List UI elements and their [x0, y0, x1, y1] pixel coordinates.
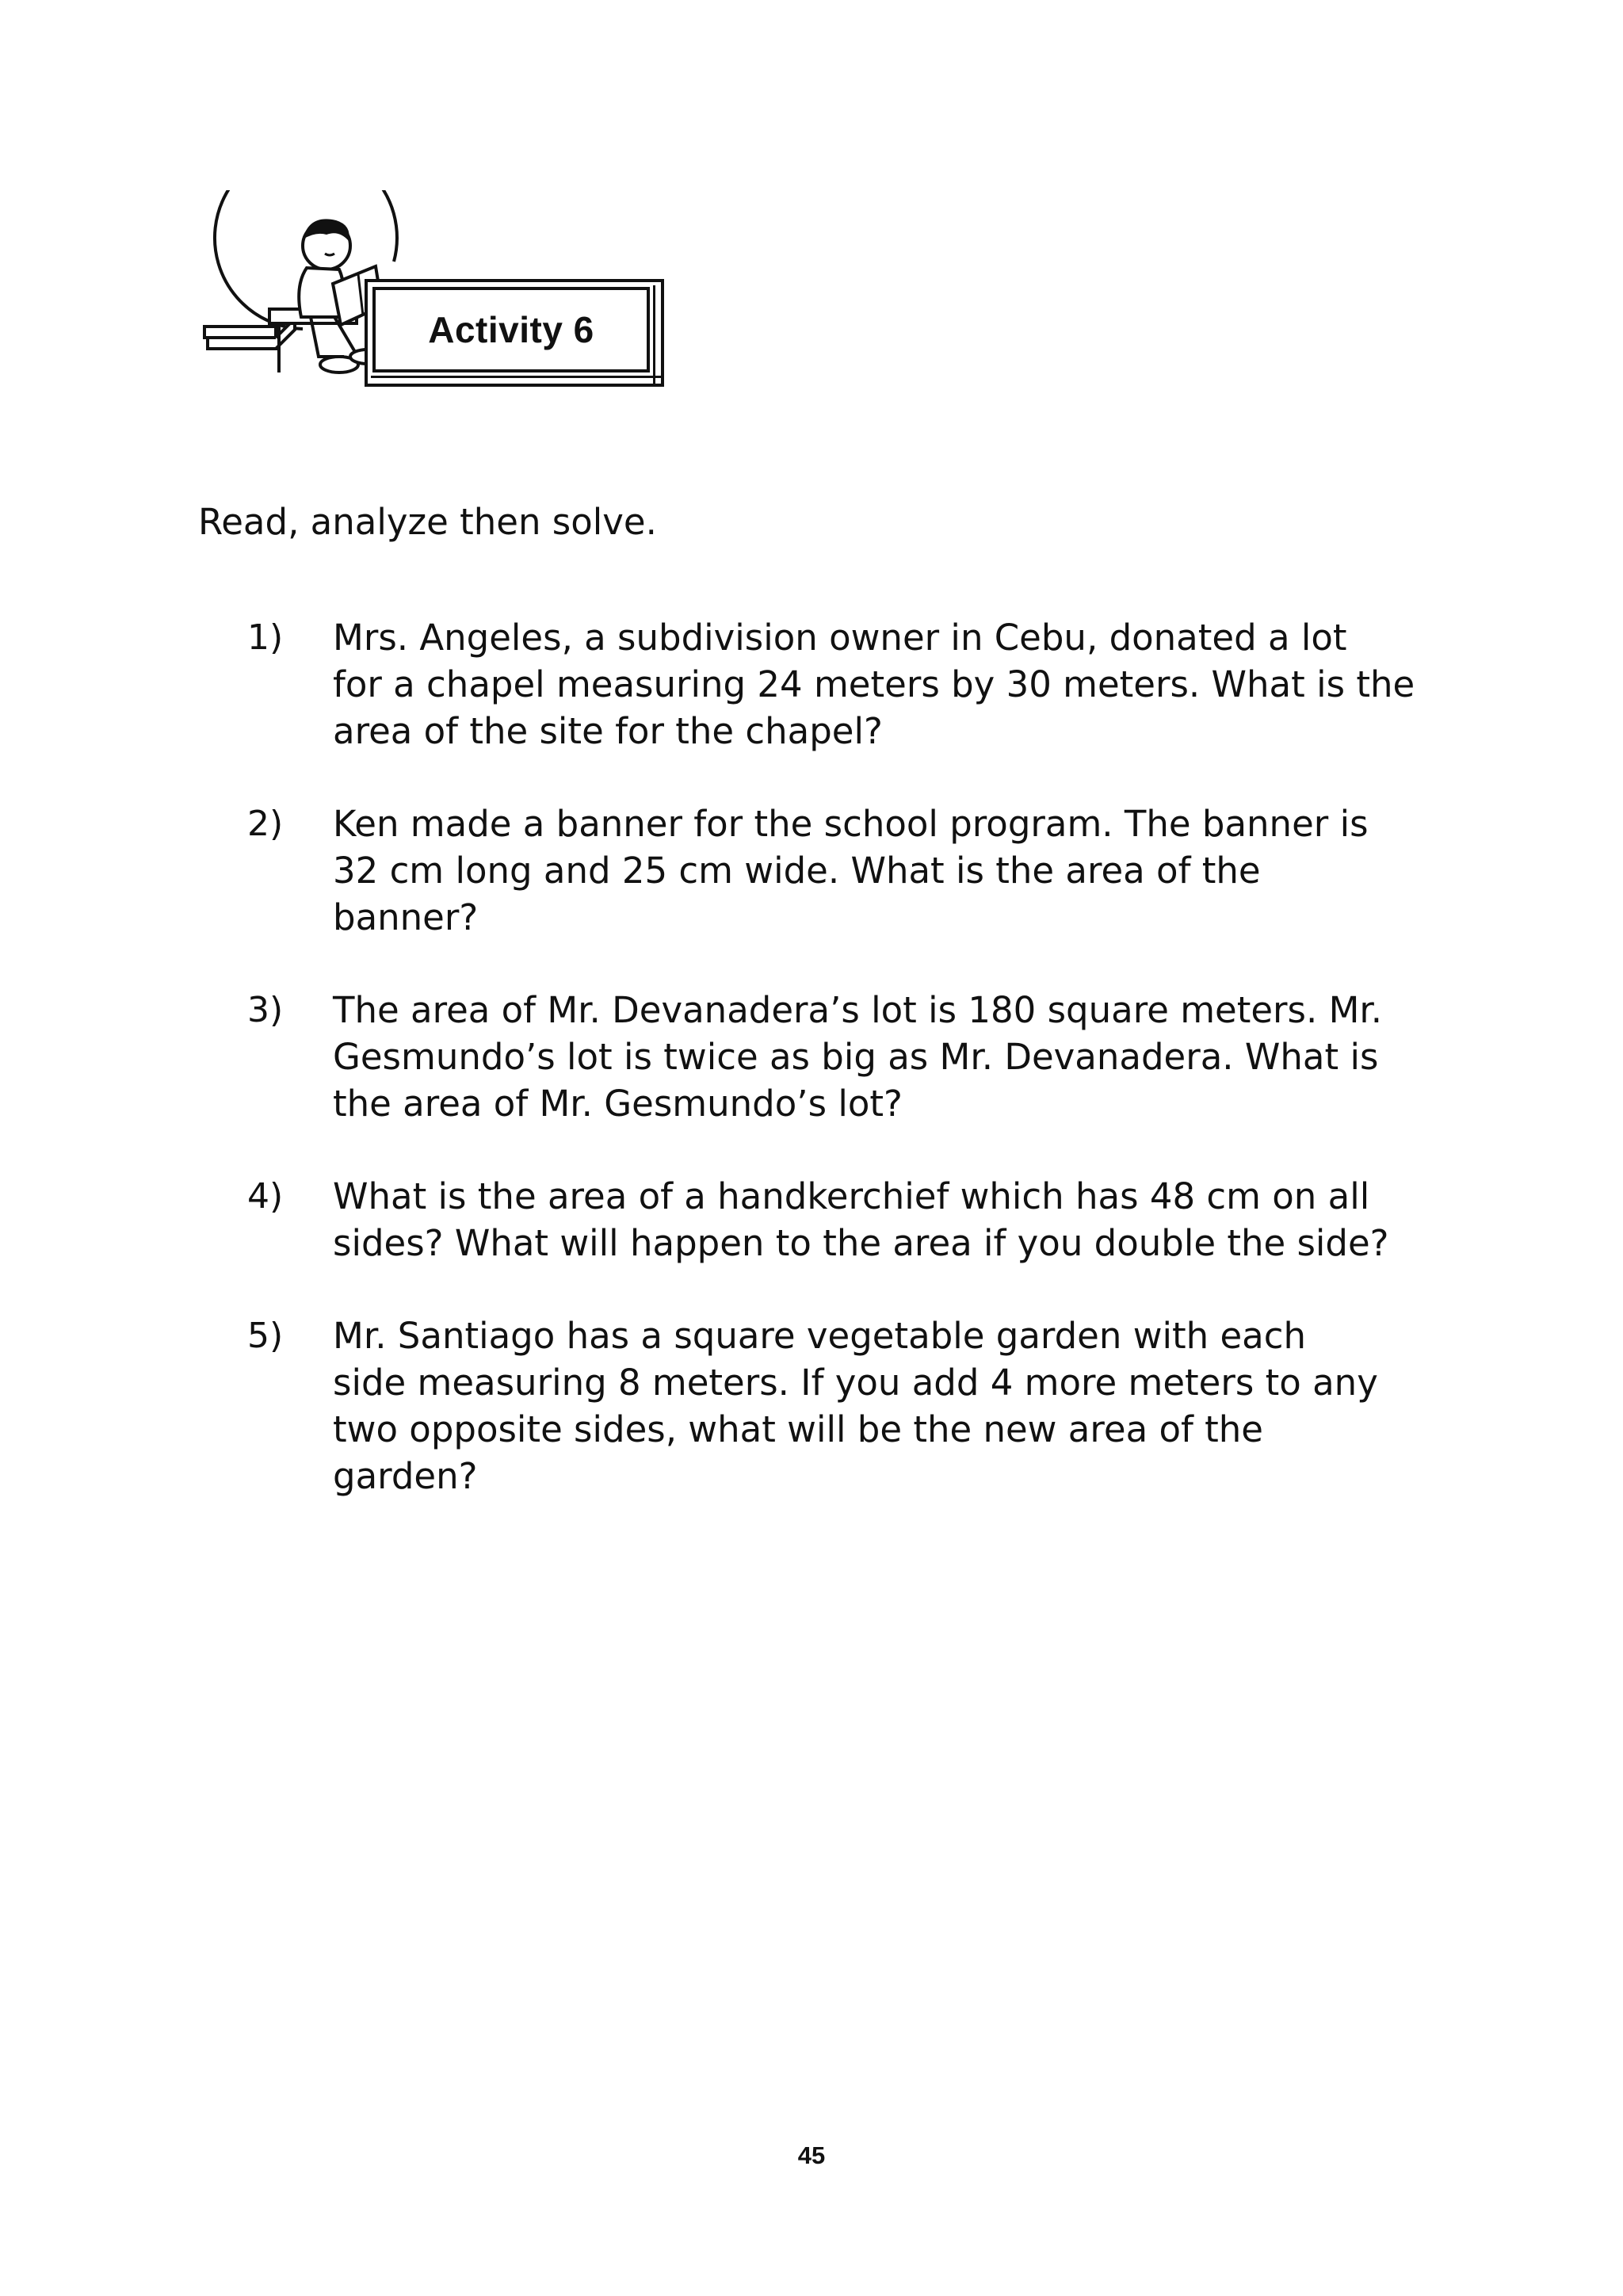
problem-line: garden? — [333, 1455, 478, 1497]
problem-number: 1) — [247, 617, 284, 658]
activity-title-box — [365, 279, 664, 387]
problem-line: two opposite sides, what will be the new area of the — [333, 1408, 1263, 1450]
problem-line: What is the area of a handkerchief which has 48 cm on all — [333, 1175, 1370, 1217]
problem-line: sides? What will happen to the area if you double the side? — [333, 1222, 1389, 1264]
problem-line: The area of Mr. Devanadera’s lot is 180 square meters. Mr. — [333, 989, 1383, 1031]
problem-item-2 — [198, 800, 1442, 941]
problem-line: area of the site for the chapel? — [333, 710, 883, 752]
problem-text — [333, 614, 1442, 755]
instructions-text: Read, analyze then solve. — [198, 501, 657, 543]
problem-line: Mr. Santiago has a square vegetable garden with each — [333, 1315, 1306, 1357]
problem-list — [198, 614, 1442, 1545]
problem-item-5 — [198, 1312, 1442, 1499]
problem-number: 2) — [247, 804, 284, 844]
problem-text — [333, 1312, 1442, 1499]
problem-text — [333, 1173, 1442, 1266]
problem-line: Ken made a banner for the school program. The banner is — [333, 803, 1369, 845]
title-frame-shadow-bottom — [371, 376, 664, 387]
problem-line: the area of Mr. Gesmundo’s lot? — [333, 1083, 903, 1125]
activity-title: Activity 6 — [428, 309, 594, 350]
problem-text — [333, 987, 1442, 1127]
title-frame-shadow-right — [653, 285, 664, 387]
problem-item-4 — [198, 1173, 1442, 1266]
problem-item-1 — [198, 614, 1442, 755]
problem-line: for a chapel measuring 24 meters by 30 meters. What is the — [333, 663, 1415, 705]
problem-item-3 — [198, 987, 1442, 1127]
page-number: 45 — [797, 2141, 826, 2169]
problem-number: 3) — [247, 990, 284, 1030]
problem-line: side measuring 8 meters. If you add 4 more meters to any — [333, 1362, 1378, 1404]
problem-line: Gesmundo’s lot is twice as big as Mr. Devanadera. What is — [333, 1036, 1379, 1078]
problem-line: 32 cm long and 25 cm wide. What is the area of the — [333, 850, 1261, 892]
problem-number: 5) — [247, 1316, 284, 1356]
problem-line: banner? — [333, 896, 479, 938]
problem-line: Mrs. Angeles, a subdivision owner in Cebu, donated a lot — [333, 617, 1347, 659]
problem-number: 4) — [247, 1176, 284, 1217]
problem-text — [333, 800, 1442, 941]
